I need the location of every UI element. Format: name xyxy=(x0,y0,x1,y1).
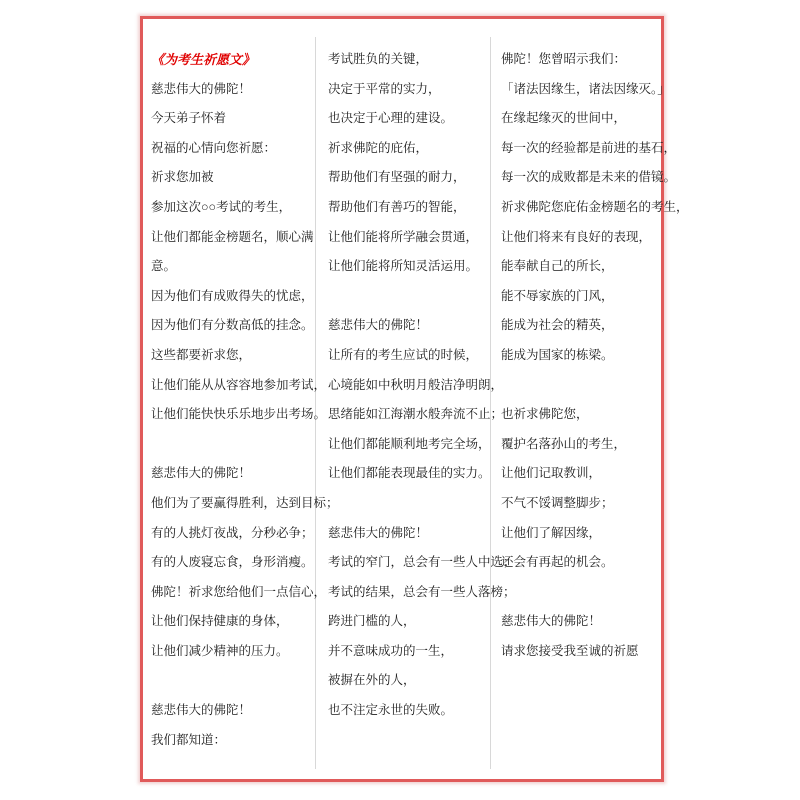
text-line: 并不意味成功的一生， xyxy=(328,643,454,658)
text-line: 考试的结果，总会有一些人落榜； xyxy=(328,584,516,599)
text-line: 祈求佛陀的庇佑， xyxy=(328,140,429,155)
text-line: 能成为国家的栋梁。 xyxy=(501,347,614,362)
text-line: 让他们能从从容容地参加考试， xyxy=(151,377,327,392)
text-line: 他们为了要赢得胜利，达到目标； xyxy=(151,495,339,510)
text-line: 让他们将来有良好的表现， xyxy=(501,229,652,244)
text-line: 还会有再起的机会。 xyxy=(501,555,614,570)
text-line: 让他们都能表现最佳的实力。 xyxy=(328,466,491,481)
text-line: 有的人挑灯夜战，分秒必争； xyxy=(151,525,314,540)
text-line xyxy=(501,371,689,401)
text-line: 慈悲伟大的佛陀！ xyxy=(501,614,602,629)
text-line: 让他们能将所学融会贯通， xyxy=(328,229,479,244)
text-line: 被摒在外的人， xyxy=(328,673,416,688)
document-title: 《为考生祈愿文》 xyxy=(151,52,256,67)
text-line: 让他们记取教训， xyxy=(501,466,602,481)
text-line: 让他们都能金榜题名，顺心满 xyxy=(151,229,314,244)
text-line: 慈悲伟大的佛陀！ xyxy=(151,703,252,718)
text-line: 佛陀！您曾昭示我们： xyxy=(501,52,627,66)
text-line: 能成为社会的精英， xyxy=(501,318,614,333)
text-line: 参加这次○○考试的考生， xyxy=(151,199,292,214)
text-line: 也决定于心理的建设。 xyxy=(328,111,454,126)
text-column-2 xyxy=(328,45,516,726)
text-line: 让他们能快快乐乐地步出考场。 xyxy=(151,407,327,422)
text-line: 让他们保持健康的身体， xyxy=(151,614,289,629)
text-line: 佛陀！祈求您给他们一点信心， xyxy=(151,584,327,599)
text-line: 每一次的成败都是未来的借镜。 xyxy=(501,170,677,185)
text-line: 帮助他们有坚强的耐力， xyxy=(328,170,466,185)
text-line: 在缘起缘灭的世间中， xyxy=(501,111,627,126)
text-line: 慈悲伟大的佛陀！ xyxy=(328,318,429,333)
text-line: 心境能如中秋明月般洁净明朗， xyxy=(328,377,504,392)
text-line xyxy=(328,489,516,519)
text-line: 今天弟子怀着 xyxy=(151,111,227,126)
text-line: 祝福的心情向您祈愿： xyxy=(151,140,277,155)
text-line: 因为他们有分数高低的挂念。 xyxy=(151,318,314,333)
text-line: 祈求佛陀您庇佑金榜题名的考生， xyxy=(501,199,689,214)
text-line: 跨进门槛的人， xyxy=(328,614,416,629)
text-column-3 xyxy=(501,45,689,666)
text-line: 每一次的经验都是前进的基石， xyxy=(501,140,677,155)
text-line: 让他们了解因缘， xyxy=(501,525,602,540)
text-line: 让所有的考生应试的时候， xyxy=(328,347,479,362)
text-line: 让他们都能顺利地考完全场， xyxy=(328,436,491,451)
text-line: 这些都要祈求您， xyxy=(151,347,252,362)
text-line: 也不注定永世的失败。 xyxy=(328,703,454,718)
text-line: 不气不馁调整脚步； xyxy=(501,495,614,510)
text-line xyxy=(151,666,339,696)
text-line xyxy=(328,282,516,312)
text-line: 能不辱家族的门风， xyxy=(501,288,614,303)
text-line: 「诸法因缘生，诸法因缘灭。」 xyxy=(501,81,670,96)
text-line: 我们都知道： xyxy=(151,732,227,747)
document-page xyxy=(140,16,689,782)
text-line: 帮助他们有善巧的智能， xyxy=(328,199,466,214)
text-line: 决定于平常的实力， xyxy=(328,81,441,96)
text-line: 慈悲伟大的佛陀！ xyxy=(151,466,252,481)
text-line: 慈悲伟大的佛陀！ xyxy=(151,81,252,96)
text-line: 祈求您加被 xyxy=(151,170,214,185)
text-line: 让他们能将所知灵活运用。 xyxy=(328,259,479,274)
text-line: 考试的窄门，总会有一些人中选； xyxy=(328,555,516,570)
text-line: 意。 xyxy=(151,259,177,274)
text-line: 思绪能如江海潮水般奔流不止； xyxy=(328,407,504,422)
text-line: 也祈求佛陀您， xyxy=(501,407,589,422)
text-line: 有的人废寝忘食，身形消瘦。 xyxy=(151,555,314,570)
text-line xyxy=(151,430,339,460)
text-column-1 xyxy=(151,45,339,755)
text-line: 让他们减少精神的压力。 xyxy=(151,643,289,658)
text-line: 请求您接受我至诚的祈愿 xyxy=(501,643,639,658)
text-line: 能奉献自己的所长， xyxy=(501,259,614,274)
text-line: 考试胜负的关键， xyxy=(328,52,429,66)
text-line xyxy=(501,578,689,608)
text-line: 覆护名落孙山的考生， xyxy=(501,436,627,451)
text-line: 因为他们有成败得失的忧虑， xyxy=(151,288,314,303)
text-line: 慈悲伟大的佛陀！ xyxy=(328,525,429,540)
